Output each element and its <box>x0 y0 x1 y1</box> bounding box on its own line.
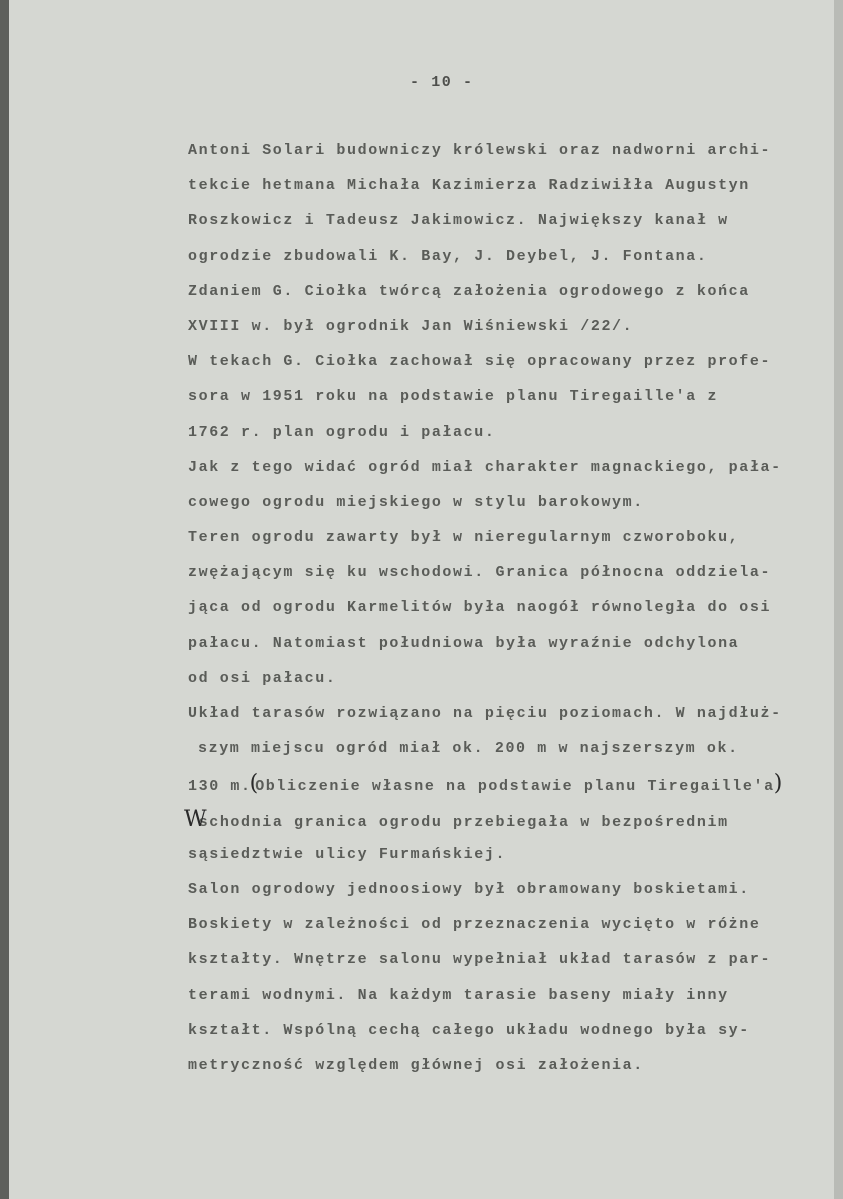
text-line: szym miejscu ogród miał ok. 200 m w najszerszym ok. <box>198 740 739 758</box>
text-line-with-note <box>188 766 782 801</box>
text-segment: schodnia granica ogrodu przebiegała w bezpośrednim <box>198 813 729 831</box>
text-segment: Obliczenie własne na podstawie planu Tiregaille'a <box>255 778 775 796</box>
text-line: 1762 r. plan ogrodu i pałacu. <box>188 423 496 441</box>
text-line: kształt. Wspólną cechą całego układu wodnego była sy- <box>188 1021 750 1039</box>
text-line: Boskiety w zależności od przeznaczenia wycięto w różne <box>188 916 761 934</box>
page-number: - 10 - <box>410 74 474 91</box>
text-line: W tekach G. Ciołka zachował się opracowany przez profe- <box>188 353 772 371</box>
text-line: Salon ogrodowy jednoosiowy był obramowany boskietami. <box>188 880 750 898</box>
handwritten-open-paren: ( <box>249 771 259 797</box>
text-line: terami wodnymi. Na każdym tarasie baseny miały inny <box>188 986 729 1004</box>
text-line: Zdaniem G. Ciołka twórcą założenia ogrodowego z końca <box>188 282 750 300</box>
text-line: sąsiedztwie ulicy Furmańskiej. <box>188 845 507 863</box>
text-line: Jak z tego widać ogród miał charakter magnackiego, pała- <box>188 458 782 476</box>
text-line: ogrodzie zbudowali K. Bay, J. Deybel, J. Fontana. <box>188 247 708 265</box>
text-line: pałacu. Natomiast południowa była wyraźnie odchylona <box>188 634 740 652</box>
text-line: metryczność względem głównej osi założenia. <box>188 1056 644 1074</box>
text-line: zwężającym się ku wschodowi. Granica północna oddziela- <box>188 564 772 582</box>
text-line: Roszkowicz i Tadeusz Jakimowicz. Największy kanał w <box>188 212 729 230</box>
text-line: XVIII w. był ogrodnik Jan Wiśniewski /22/. <box>188 317 634 335</box>
scan-edge-left <box>0 0 9 1199</box>
typed-text <box>184 133 783 1083</box>
text-line: sora w 1951 roku na podstawie planu Tiregaille'a z <box>188 388 719 406</box>
handwritten-w: W <box>184 806 207 832</box>
text-line: Antoni Solari budowniczy królewski oraz nadworni archi- <box>188 142 772 159</box>
text-line: Układ tarasów rozwiązano na pięciu poziomach. W najdłuż- <box>188 705 782 722</box>
text-line: tekcie hetmana Michała Kazimierza Radziwiłła Augustyn <box>188 177 750 195</box>
text-line: od osi pałacu. <box>188 669 337 687</box>
text-line: kształty. Wnętrze salonu wypełniał układ tarasów z par- <box>188 951 772 969</box>
text-line: jąca od ogrodu Karmelitów była naogół równoległa do osi <box>188 599 772 617</box>
handwritten-close-paren: ) <box>773 771 783 797</box>
scan-edge-right <box>834 0 843 1199</box>
text-line: Teren ogrodu zawarty był w nieregularnym czworoboku, <box>188 529 740 547</box>
text-line-with-correction <box>184 802 782 837</box>
text-segment: 130 m. <box>188 778 252 796</box>
text-line: cowego ogrodu miejskiego w stylu barokowym. <box>188 493 644 511</box>
